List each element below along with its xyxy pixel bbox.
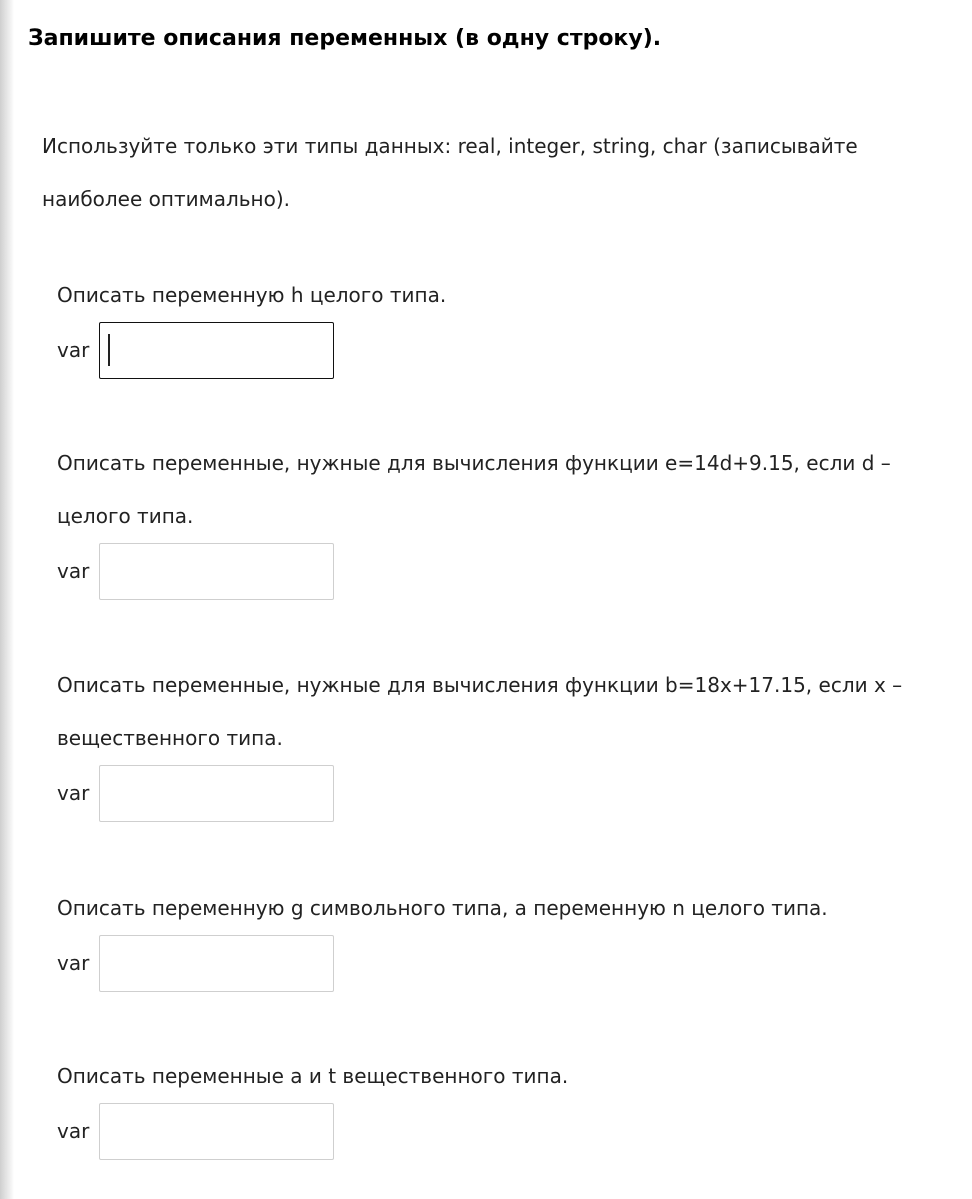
task-1-answer-input[interactable]	[99, 322, 334, 379]
task-1	[57, 269, 952, 380]
task-2-answer-input[interactable]	[99, 543, 334, 600]
task-5	[57, 1050, 952, 1161]
task-2	[57, 437, 952, 601]
left-edge-shadow	[0, 0, 14, 1199]
task-5-text: Описать переменные a и t вещественного типа.	[57, 1064, 569, 1088]
task-4-answer-row	[57, 935, 952, 993]
task-1-var-label: var	[57, 338, 90, 362]
task-3-answer-row	[57, 765, 952, 823]
page-title: Запишите описания переменных (в одну строку).	[28, 26, 662, 51]
task-2-answer-row	[57, 543, 952, 601]
task-4-answer-input[interactable]	[99, 935, 334, 992]
task-3-text: Описать переменные, нужные для вычисления функции b=18x+17.15, если x – вещественного типа.	[57, 673, 903, 750]
task-5-var-label: var	[57, 1119, 90, 1143]
task-2-text: Описать переменные, нужные для вычисления функции e=14d+9.15, если d – целого типа.	[57, 451, 891, 528]
task-4-text: Описать переменную g символьного типа, а переменную n целого типа.	[57, 896, 828, 920]
task-3	[57, 659, 952, 823]
task-3-var-label: var	[57, 781, 90, 805]
task-5-answer-row	[57, 1103, 952, 1161]
text-cursor	[108, 334, 110, 366]
task-1-answer-row	[57, 322, 952, 380]
task-1-text: Описать переменную h целого типа.	[57, 283, 447, 307]
task-4	[57, 882, 952, 993]
instruction-text: Используйте только эти типы данных: real, integer, string, char (записывайте наиболее оптимально).	[42, 134, 858, 211]
task-3-answer-input[interactable]	[99, 765, 334, 822]
task-4-var-label: var	[57, 951, 90, 975]
task-5-answer-input[interactable]	[99, 1103, 334, 1160]
task-2-var-label: var	[57, 559, 90, 583]
